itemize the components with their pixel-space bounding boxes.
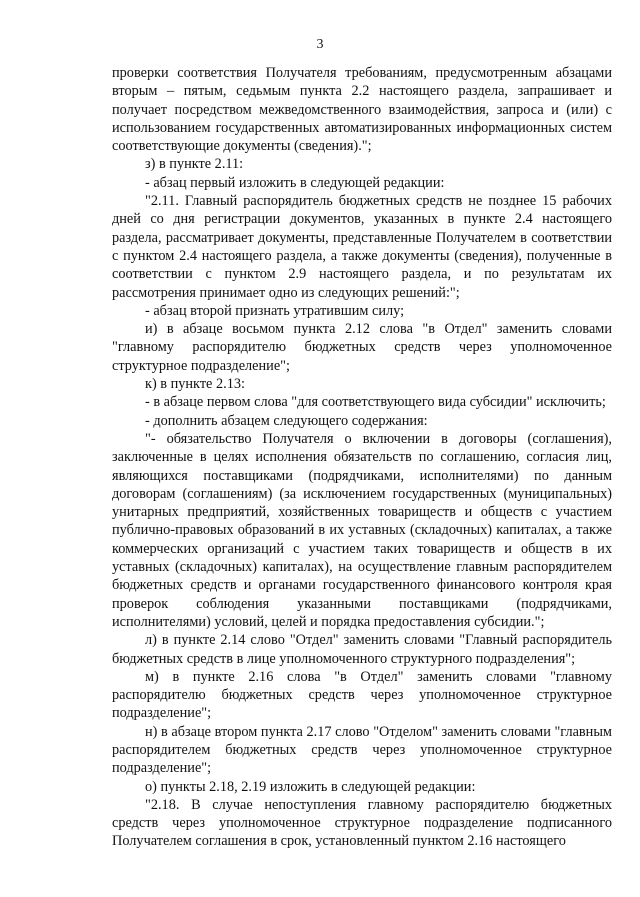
paragraph: "2.11. Главный распорядитель бюджетных средств не позднее 15 рабочих дней со дня регистрации документов, указанных в пункте 2.4 настоящего раздела, рассматривает документы, представленные Получателем в соответствии с пунктом 2.4 настоящего раздела, а также документы (сведения), полученные в соответствии с пунктом 2.9 настоящего раздела, и по результатам их рассмотрения принимает одно из следующих решений:"; [112, 193, 612, 301]
paragraph: - абзац второй признать утратившим силу; [145, 302, 405, 319]
paragraph: к) в пункте 2.13: [145, 376, 245, 393]
paragraph: - в абзаце первом слова "для соответствующего вида субсидии" исключить; [145, 394, 606, 411]
paragraph: проверки соответствия Получателя требованиям, предусмотренным абзацами вторым – пятым, седьмым пункта 2.2 настоящего раздела, запрашивает и получает посредством межведомственного взаимодействия, запроса и (или) с использованием государственных автоматизированных информационных систем соответствующие документы (сведения)."; [112, 65, 612, 155]
paragraph: н) в абзаце втором пункта 2.17 слово "Отделом" заменить словами "главным распорядителем бюджетных средств через уполномоченное структурное подразделение"; [112, 723, 612, 777]
paragraph: и) в абзаце восьмом пункта 2.12 слова "в Отдел" заменить словами "главному распорядителю бюджетных средств через уполномоченное структурное подразделение"; [112, 321, 612, 374]
paragraph: л) в пункте 2.14 слово "Отдел" заменить словами "Главный распорядитель бюджетных средств в лице уполномоченного структурного подразделения"; [112, 632, 612, 667]
paragraph: з) в пункте 2.11: [145, 156, 244, 173]
paragraph: о) пункты 2.18, 2.19 изложить в следующей редакции: [145, 778, 476, 795]
document-body [112, 64, 612, 851]
paragraph: - дополнить абзацем следующего содержания: [145, 412, 428, 429]
paragraph: "2.18. В случае непоступления главному распорядителю бюджетных средств через уполномоченное структурное подразделение подписанного Получателем соглашения в срок, установленный пунктом 2.16 настоящего [112, 796, 612, 850]
paragraph: м) в пункте 2.16 слова "в Отдел" заменить словами "главному распорядителю бюджетных средств через уполномоченное структурное подразделение"; [112, 668, 612, 722]
paragraph: - абзац первый изложить в следующей редакции: [145, 174, 445, 191]
page-number: 3 [316, 37, 324, 52]
paragraph: "- обязательство Получателя о включении в договоры (соглашения), заключенные в целях исполнения обязательств по соглашению, согласия лиц, являющихся поставщиками (подрядчиками, исполнителями) по данным договорам (соглашениям) (за исключением государственных (муниципальных) унитарных предприятий, хозяйственных товариществ и обществ с участием публично-правовых образований в их уставных (складочных) капиталах, а также коммерческих организаций с участием таких товариществ и обществ в их уставных (складочных) капиталах), на осуществление главным распорядителем бюджетных средств и органами государственного финансового контроля края проверок соблюдения указанными поставщиками (подрядчиками, исполнителями) условий, целей и порядка предоставления субсидии."; [112, 430, 612, 630]
